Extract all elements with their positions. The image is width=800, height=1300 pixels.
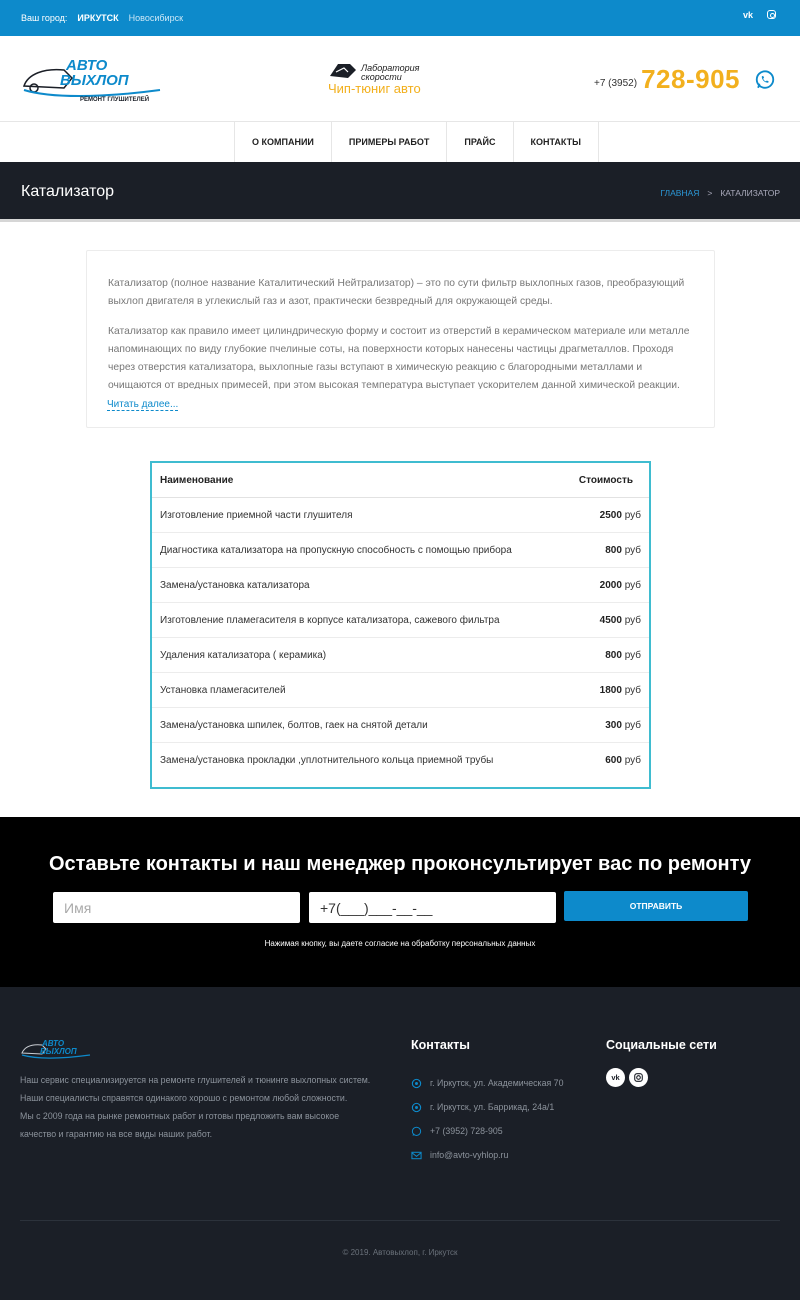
title-bar-shadow [0,219,800,222]
intro-paragraph-1: Катализатор (полное название Каталитический Нейтрализатор) – это по сути фильтр выхлопных газов, преобразующий выхлоп двигателя в углекислый газ и азот, практически безвредный для окружающей среды. [108,278,685,307]
page-title: Катализатор [21,183,115,200]
instagram-icon[interactable] [767,10,776,19]
table-row [152,603,649,638]
breadcrumb-separator: > [707,188,713,198]
vk-icon[interactable]: vk [742,10,753,20]
speed-lab-subtitle: Чип-тюниг авто [328,81,421,96]
logo-line1: АВТО [66,57,108,74]
about-line: качество и гарантию на все виды наших работ. [20,1129,213,1139]
city-novosibirsk-link[interactable]: Новосибирск [128,13,184,23]
service-name: Изготовление приемной части глушителя [160,510,353,521]
about-line: Наши специалисты справятся одинакого хорошо с ремонтом любой сложности. [20,1093,348,1103]
speed-lab-icon [328,62,358,80]
price-table [150,461,651,789]
service-name: Замена/установка прокладки ,уплотнительного кольца приемной трубы [160,755,494,766]
footer-logo[interactable] [20,1037,92,1061]
contact-address-2 [411,1095,563,1119]
city-label: Ваш город: [21,13,68,23]
contact-text: г. Иркутск, ул. Академическая 70 [430,1078,564,1088]
site-footer [0,987,800,1300]
service-cost: 800 руб [605,545,641,556]
top-socials [743,10,776,20]
phone-code: +7 (3952) [593,78,638,89]
contacts-title: Контакты [411,1038,470,1052]
contact-address-1 [411,1071,563,1095]
cta-heading: Оставьте контакты и наш менеджер проконсультирует вас по ремонту [48,853,752,875]
service-cost: 1800 руб [599,685,641,696]
instagram-icon[interactable] [629,1068,648,1087]
nav-price[interactable]: ПРАЙС [447,122,513,162]
breadcrumb-current: КАТАЛИЗАТОР [720,188,780,198]
main-nav [0,122,800,162]
location-icon [411,1102,422,1113]
table-row [152,673,649,708]
service-name: Изготовление пламегасителя в корпусе катализатора, сажевого фильтра [160,615,500,626]
contact-form-section [0,817,800,987]
read-more-link[interactable]: Читать далее... [107,399,179,410]
page-title-bar [0,162,800,219]
location-icon [411,1078,422,1089]
speed-lab-logo[interactable] [328,62,448,102]
contact-text: +7 (3952) 728-905 [430,1126,503,1136]
column-cost-header: Стоимость [578,475,633,486]
price-table-header [152,463,649,498]
service-cost: 4500 руб [599,615,641,626]
service-name: Удаления катализатора ( керамика) [160,650,327,661]
service-cost: 2500 руб [599,510,641,521]
footer-about [20,1071,390,1143]
whatsapp-icon[interactable] [754,69,776,91]
top-bar [0,0,800,36]
consent-text: Нажимая кнопку, вы даете согласие на обработку персональных данных [264,939,536,948]
about-line: Мы с 2009 года на рынке ремонтных работ и готовы предложить вам высокое [20,1111,340,1121]
phone-number[interactable]: 728-905 [641,64,740,94]
site-logo[interactable] [20,54,165,104]
name-input[interactable]: Имя [53,892,300,923]
service-name: Диагностика катализатора на пропускную способность с помощью прибора [160,545,512,556]
copyright: © 2019. Автовыхлоп, г. Иркутск [342,1248,458,1257]
contact-text: г. Иркутск, ул. Баррикад, 24а/1 [430,1102,555,1112]
service-cost: 2000 руб [599,580,641,591]
about-line: Наш сервис специализируется на ремонте глушителей и тюнинге выхлопных систем. [20,1075,371,1085]
intro-text [108,275,693,389]
vk-icon[interactable]: vk [606,1068,625,1087]
footer-logo-line2: ВЫХЛОП [40,1047,77,1056]
intro-card [86,250,715,428]
table-row [152,533,649,568]
table-row [152,708,649,743]
breadcrumb-home[interactable]: ГЛАВНАЯ [660,188,700,198]
logo-line2: ВЫХЛОП [60,72,129,89]
submit-button[interactable]: ОТПРАВИТЬ [564,891,748,921]
service-cost: 300 руб [605,720,641,731]
site-header [0,36,800,122]
service-name: Замена/установка шпилек, болтов, гаек на снятой детали [160,720,428,731]
social-title: Социальные сети [606,1038,717,1052]
contact-phone[interactable] [411,1119,563,1143]
city-selector [21,13,183,23]
nav-works[interactable]: ПРИМЕРЫ РАБОТ [332,122,447,162]
footer-socials [606,1068,648,1087]
footer-divider [20,1220,780,1221]
contact-email[interactable] [411,1143,563,1167]
column-name-header: Наименование [160,475,234,486]
footer-logo-line1: АВТО [42,1039,65,1048]
table-row [152,498,649,533]
service-name: Замена/установка катализатора [160,580,310,591]
service-cost: 600 руб [605,755,641,766]
city-irkutsk-link[interactable]: ИРКУТСК [77,13,119,23]
service-cost: 800 руб [605,650,641,661]
header-phone[interactable] [594,64,776,95]
table-row [152,568,649,603]
contact-text: info@avto-vyhlop.ru [430,1150,509,1160]
speed-lab-name: Лаборатория скорости [361,63,420,82]
table-row [152,638,649,673]
table-row [152,743,649,778]
phone-input[interactable]: +7(___)___-__-__ [309,892,556,923]
intro-paragraph-2: Катализатор как правило имеет цилиндрическую форму и состоит из отверстий в керамическом материале или металле напоминающих по виду глубокие пчелиные соты, на поверхности которых нанесены частицы драгметаллов. Проходя через отверстия катализатора, выхлопные газы вступают в химическую реакцию с благородными металлами и очищаются от вредных примесей, при этом высокая температура выступает ускорителем данной химической реакции. [108,326,690,389]
logo-tagline: РЕМОНТ ГЛУШИТЕЛЕЙ [80,97,150,103]
nav-contacts[interactable]: КОНТАКТЫ [514,122,599,162]
breadcrumb [660,188,780,198]
whatsapp-icon [411,1126,422,1137]
service-name: Установка пламегасителей [160,685,286,696]
mail-icon [411,1150,422,1161]
footer-contacts [411,1071,563,1167]
nav-about[interactable]: О КОМПАНИИ [235,122,332,162]
